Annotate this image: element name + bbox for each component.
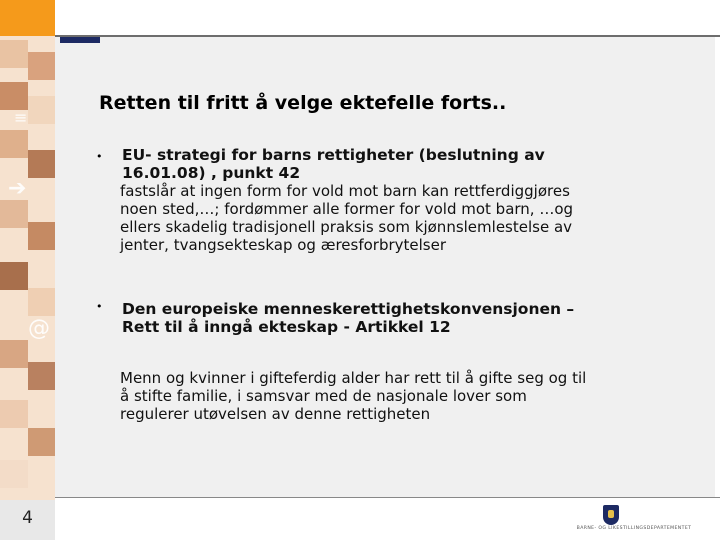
photo-strip (0, 0, 55, 540)
photo-tile (0, 460, 28, 488)
bullet-heading-echr: Den europeiske menneskerettighetskonvensjonen – Rett til å inngå ekteskap - Artikkel 12 (122, 300, 575, 336)
arrow-glyph-icon: ➔ (8, 176, 27, 201)
at-glyph-icon: @ (28, 316, 50, 341)
photo-tile (28, 288, 55, 316)
photo-tile (0, 200, 28, 228)
menu-glyph-icon: ≡ (14, 108, 28, 127)
photo-tile (28, 150, 55, 178)
top-divider (55, 35, 720, 37)
photo-tile (0, 82, 28, 110)
bullet-body-echr: Menn og kvinner i gifteferdig alder har rett til å gifte seg og til å stifte familie, i samsvar med de nasjonale lover som regulerer utøvelsen av denne rettigheten (120, 369, 587, 423)
page-number: 4 (22, 508, 33, 528)
bullet-marker: • (96, 150, 103, 163)
bullet-body-eu-strategy: fastslår at ingen form for vold mot barn kan rettferdiggjøres noen sted,…; fordømmer alle former for vold mot barn, …og ellers skadelig tradisjonell praksis som kjønnslemlestelse av jenter, tvangsekteskap og æresforbrytelser (120, 182, 574, 254)
bottom-divider (55, 497, 720, 498)
coat-of-arms-icon (603, 505, 619, 525)
ministry-logo-text: BARNE- OG LIKESTILLINGSDEPARTEMENTET (576, 526, 692, 531)
ministry-logo (548, 500, 720, 540)
photo-tile (0, 340, 28, 368)
bullet-marker: • (96, 300, 103, 313)
photo-tile (0, 262, 28, 290)
photo-tile (28, 222, 55, 250)
photo-tile (28, 52, 55, 80)
photo-tile (0, 40, 28, 68)
navy-tab-accent (60, 37, 100, 43)
photo-tile (28, 362, 55, 390)
bullet-heading-eu-strategy: EU- strategi for barns rettigheter (beslutning av 16.01.08) , punkt 42 (122, 146, 545, 182)
photo-tile (0, 130, 28, 158)
photo-tile (28, 428, 55, 456)
orange-accent-block (0, 0, 55, 36)
photo-tile (28, 96, 55, 124)
slide-title: Retten til fritt å velge ektefelle forts.. (99, 92, 507, 114)
photo-tile (0, 400, 28, 428)
